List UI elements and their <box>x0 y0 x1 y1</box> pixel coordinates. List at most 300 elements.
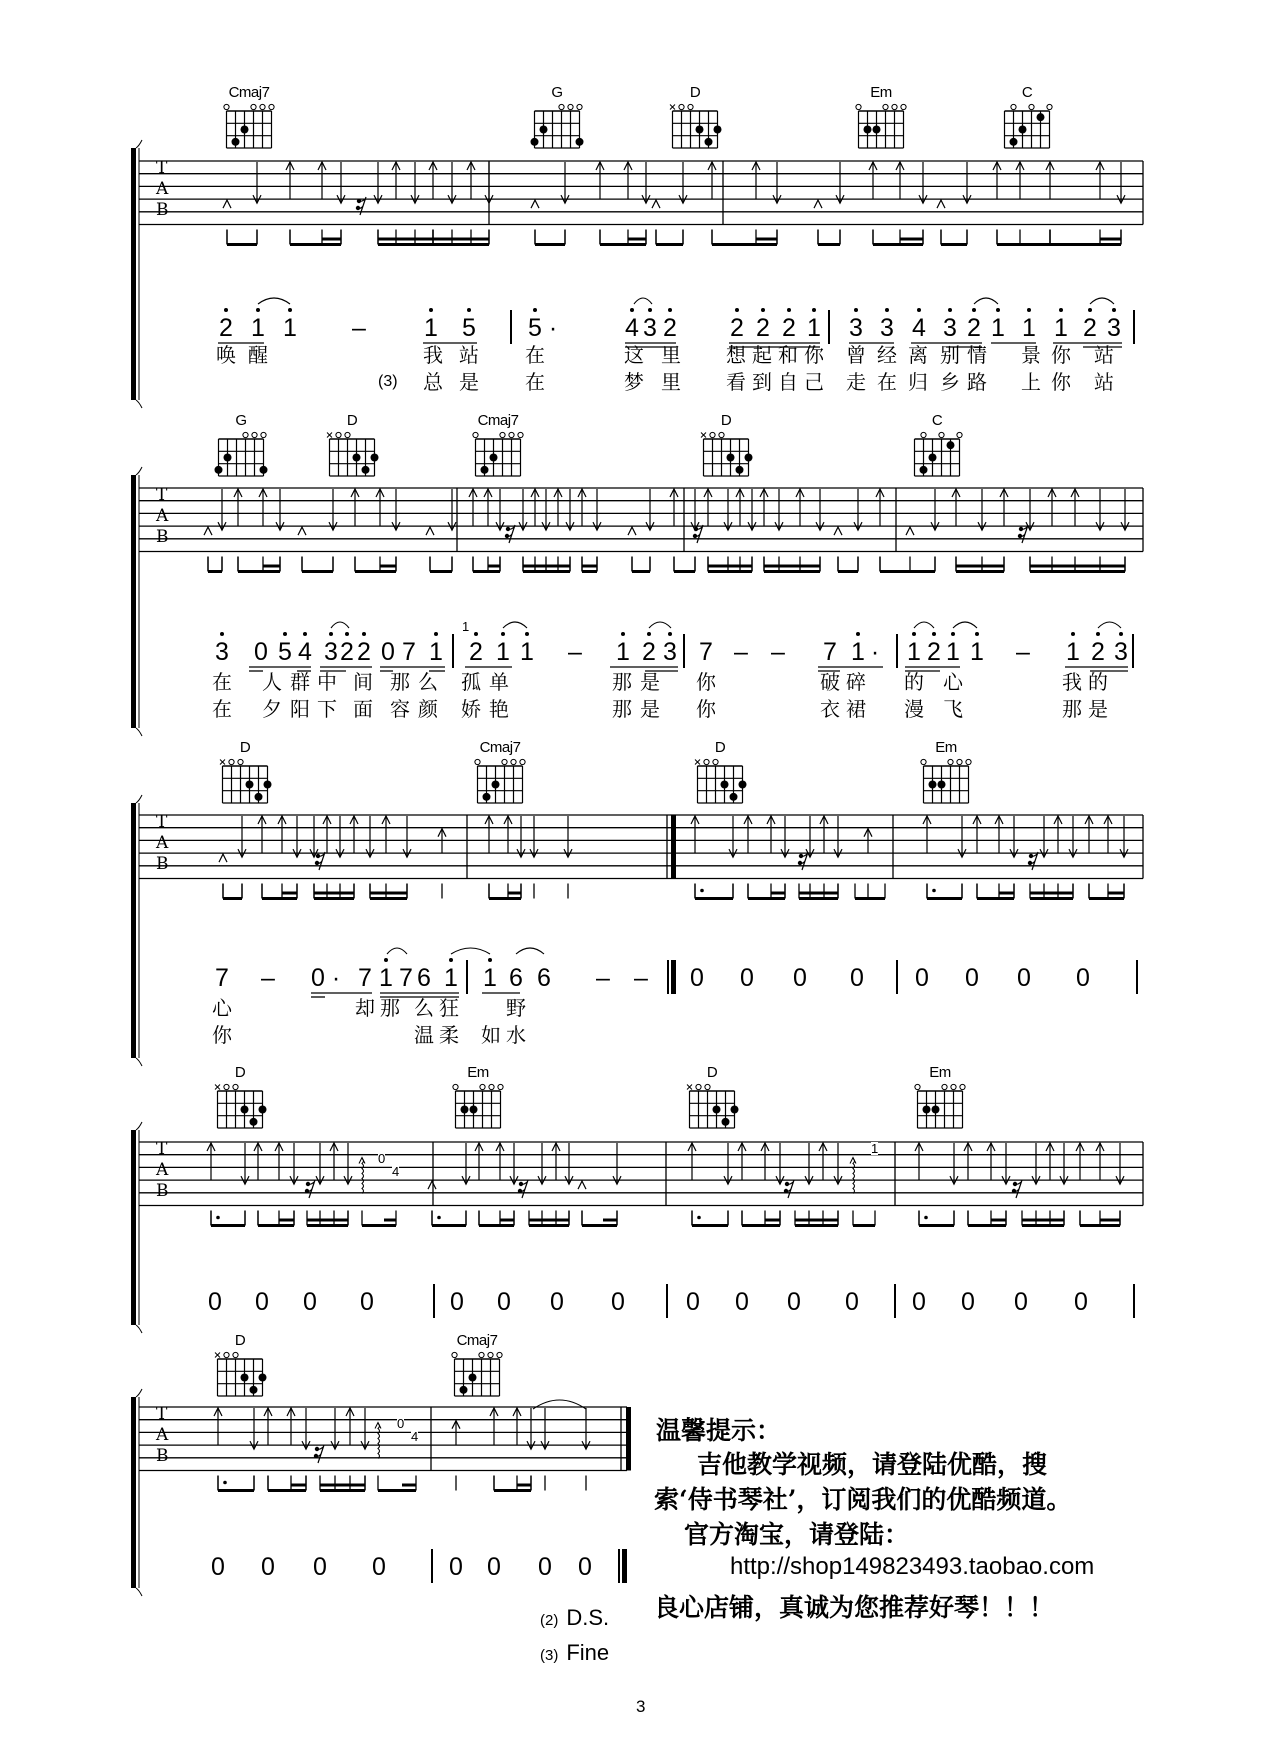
jianpu-dash: – <box>352 314 366 342</box>
beam <box>307 1219 348 1222</box>
jianpu-note: 0 <box>449 1553 463 1581</box>
strum-up-arrow-icon <box>504 816 512 899</box>
jianpu-note: 0 <box>735 1288 749 1316</box>
beam <box>223 897 242 900</box>
strum-up-arrow-icon <box>438 829 446 899</box>
lyric-char: 水 <box>506 1023 526 1047</box>
tips-line-recommend: 良心店铺，真诚为您推荐好琴！！！ <box>654 1593 1055 1622</box>
beam <box>370 897 407 900</box>
strum-down-arrow-icon <box>541 1408 549 1491</box>
jianpu-note: 2 <box>219 314 233 342</box>
strum-up-arrow-icon <box>330 1143 338 1226</box>
chord-diagram-c <box>915 432 963 476</box>
jianpu-bar-line <box>1133 1284 1135 1318</box>
octave-dot-icon <box>303 632 307 636</box>
arpeggio-icon <box>378 1424 380 1459</box>
octave-dot-icon <box>787 308 791 312</box>
jianpu-dash: – <box>734 638 748 666</box>
jianpu-note: 2 <box>357 638 371 666</box>
jianpu-double-bar-thick <box>671 960 676 994</box>
lyric-char: 温 <box>414 1023 434 1047</box>
jianpu-note: 3 <box>880 314 894 342</box>
octave-dot-icon <box>488 958 492 962</box>
chord-name: C <box>1021 84 1033 101</box>
sixteenth-rest-icon <box>305 1180 315 1198</box>
jianpu-note: · <box>331 964 341 992</box>
sixteenth-rest-icon <box>1028 852 1038 870</box>
chord-name: D <box>234 1064 246 1081</box>
lyric-char: 野 <box>506 996 526 1020</box>
jianpu-note: 2 <box>756 314 770 342</box>
strum-down-arrow-icon <box>538 1143 546 1226</box>
strum-down-arrow-icon <box>336 816 344 899</box>
beam <box>218 1489 254 1492</box>
chord-diagram-d <box>215 1084 267 1128</box>
lyric-char: 路 <box>967 370 987 394</box>
jianpu-note: 0 <box>208 1288 222 1316</box>
octave-dot-icon <box>525 632 529 636</box>
octave-dot-icon <box>975 632 979 636</box>
beam <box>1030 565 1125 568</box>
strum-down-arrow-icon <box>805 1143 813 1226</box>
lyric-char: 离 <box>908 343 928 367</box>
octave-dot-icon <box>630 308 634 312</box>
octave-dot-icon <box>362 632 366 636</box>
tab-letter-a: A <box>156 178 169 199</box>
lyric-char: 艳 <box>489 697 509 721</box>
strum-down-arrow-icon <box>331 1408 339 1491</box>
lyric-char: 孤 <box>461 670 481 694</box>
jianpu-note: 2 <box>730 314 744 342</box>
slur-icon <box>1098 622 1121 628</box>
chord-diagram-em <box>915 1084 965 1128</box>
beam <box>508 892 521 895</box>
beam <box>282 892 297 895</box>
strum-up-arrow-icon <box>323 816 331 899</box>
octave-dot-icon <box>948 308 952 312</box>
chord-name: D <box>706 1064 718 1081</box>
jianpu-note: 1 <box>991 314 1005 342</box>
lyric-char: 间 <box>353 670 373 694</box>
beam <box>517 1484 531 1487</box>
jianpu-note: 6 <box>537 964 551 992</box>
beam <box>227 243 257 246</box>
jianpu-bar-line <box>683 634 685 668</box>
strum-up-arrow-icon <box>987 1143 995 1226</box>
octave-dot-icon <box>467 308 471 312</box>
tab-letter-b: B <box>156 853 169 874</box>
jianpu-note: 3 <box>943 314 957 342</box>
octave-dot-icon <box>329 632 333 636</box>
lyric-char: 想 <box>726 343 746 367</box>
octave-dot-icon <box>429 308 433 312</box>
beam <box>355 570 396 573</box>
jianpu-note: 0 <box>611 1288 625 1316</box>
tab-letter-t: T <box>156 1139 168 1159</box>
beam <box>873 243 923 246</box>
beam <box>314 897 354 900</box>
tab-letter-b: B <box>156 1445 169 1466</box>
beam <box>535 243 565 246</box>
jianpu-note: 0 <box>850 964 864 992</box>
beam <box>473 570 500 573</box>
jianpu-note: 0 <box>487 1553 501 1581</box>
lyric-char: 上 <box>1021 370 1041 394</box>
lyric-char: 景 <box>1021 343 1041 367</box>
jianpu-bar-line <box>1133 310 1135 344</box>
lyric-char: 里 <box>661 343 681 367</box>
jianpu-note: 1 <box>379 964 393 992</box>
strum-down-arrow-icon <box>411 162 419 245</box>
chord-diagram-g <box>215 432 268 476</box>
beam <box>402 1484 416 1487</box>
beam <box>977 897 1014 900</box>
jianpu-note: · <box>870 638 880 666</box>
jianpu-note: 0 <box>211 1553 225 1581</box>
jianpu-note: 0 <box>303 1288 317 1316</box>
tab-letter-a: A <box>156 832 169 853</box>
beam <box>322 238 341 241</box>
arpeggio-icon <box>853 1159 855 1194</box>
jianpu-note: 0 <box>787 1288 801 1316</box>
octave-dot-icon <box>224 308 228 312</box>
strum-down-arrow-icon <box>806 816 814 899</box>
beam <box>771 892 785 895</box>
jianpu-note: 0 <box>538 1553 552 1581</box>
chord-name: Em <box>870 84 892 101</box>
jianpu-note: · <box>548 314 558 342</box>
dot-icon <box>700 889 704 893</box>
tips-line-taobao: 官方淘宝，请登陆： <box>684 1520 910 1549</box>
dot-icon <box>932 889 936 893</box>
strum-up-arrow-icon <box>275 1143 283 1226</box>
lyric-char: 看 <box>726 370 746 394</box>
lyric-char: 颜 <box>418 697 438 721</box>
lyric-char: 单 <box>489 670 509 694</box>
lyric-char: 你 <box>1051 343 1071 367</box>
strum-up-arrow-icon <box>1104 816 1112 899</box>
lyric-char: 么 <box>414 996 434 1020</box>
sixteenth-rest-icon <box>693 525 703 543</box>
chord-name: Em <box>935 739 957 756</box>
octave-dot-icon <box>256 308 260 312</box>
beam <box>479 1224 514 1227</box>
octave-dot-icon <box>1112 308 1116 312</box>
beam <box>968 1224 1006 1227</box>
beam <box>370 892 407 895</box>
beam <box>628 238 646 241</box>
beam <box>799 892 838 895</box>
jianpu-note: 1 <box>1066 638 1080 666</box>
beam <box>302 570 333 573</box>
fine-label: Fine <box>566 1640 610 1665</box>
lyric-char: 站 <box>1094 343 1114 367</box>
chord-diagram-cmaj7 <box>473 432 523 476</box>
jianpu-note: 0 <box>686 1288 700 1316</box>
strum-up-arrow-icon <box>995 816 1003 899</box>
jianpu-note: 1 <box>1022 314 1036 342</box>
lyric-char: 你 <box>696 670 716 694</box>
jianpu-note: 0 <box>1017 964 1031 992</box>
slur-icon <box>503 622 527 628</box>
jianpu-note: 2 <box>340 638 354 666</box>
tips-title: 温馨提示： <box>656 1416 782 1445</box>
jianpu-bar-line <box>433 1284 435 1318</box>
beam <box>238 570 280 573</box>
strum-up-arrow-icon <box>287 1408 295 1491</box>
lyric-char: 到 <box>752 370 772 394</box>
jianpu-note: 3 <box>663 638 677 666</box>
octave-dot-icon <box>220 632 224 636</box>
beam <box>1089 897 1124 900</box>
beam <box>384 1219 396 1222</box>
slur-icon <box>331 622 349 628</box>
chord-diagram-cmaj7 <box>475 759 525 803</box>
fret-number: 0 <box>397 1416 405 1431</box>
chord-name: Cmaj7 <box>479 739 521 756</box>
jianpu-note: 4 <box>298 638 312 666</box>
jianpu-bar-line <box>431 1549 433 1583</box>
jianpu-note: 2 <box>1091 638 1105 666</box>
fret-number: 1 <box>871 1141 879 1156</box>
beam <box>262 897 297 900</box>
chord-name: D <box>689 84 701 101</box>
beam <box>378 238 433 241</box>
strum-down-arrow-icon <box>775 489 783 572</box>
jianpu-note: 0 <box>912 1288 926 1316</box>
chord-diagram-g <box>531 104 584 148</box>
beam <box>999 892 1014 895</box>
octave-dot-icon <box>1096 632 1100 636</box>
chord-name: Em <box>929 1064 951 1081</box>
strum-down-arrow-icon <box>530 816 538 899</box>
lyric-char: 乡 <box>940 370 960 394</box>
lyric-char: 柔 <box>439 1023 459 1047</box>
chord-name: D <box>720 412 732 429</box>
lyric-char: 你 <box>212 1023 232 1047</box>
jianpu-dash: – <box>1016 638 1030 666</box>
octave-dot-icon <box>449 958 453 962</box>
slur-icon <box>387 948 407 954</box>
slur-icon <box>649 622 671 628</box>
beam <box>320 1489 365 1492</box>
beam <box>880 570 935 573</box>
strum-up-arrow-icon <box>376 489 384 572</box>
system-bracket <box>131 475 136 728</box>
lyric-char: 那 <box>1062 697 1082 721</box>
lyric-char: 别 <box>940 343 960 367</box>
beam <box>1108 892 1124 895</box>
slur-icon <box>258 298 290 304</box>
strum-up-arrow-icon <box>736 489 744 572</box>
lyric-char: 在 <box>212 697 232 721</box>
jianpu-note: 0 <box>578 1553 592 1581</box>
beam <box>799 897 838 900</box>
lyric-char: 阳 <box>290 697 310 721</box>
sixteenth-rest-icon <box>315 852 325 870</box>
jianpu-bar-line <box>666 1284 668 1318</box>
jianpu-bar-line <box>510 310 512 344</box>
jianpu-note: 7 <box>402 638 416 666</box>
jianpu-note: 0 <box>254 638 268 666</box>
beam <box>433 238 489 241</box>
lyric-char: 碎 <box>846 670 866 694</box>
jianpu-note: 7 <box>823 638 837 666</box>
slur-icon <box>451 948 490 954</box>
beam <box>656 243 683 246</box>
octave-dot-icon <box>434 632 438 636</box>
jianpu-note: 0 <box>1074 1288 1088 1316</box>
lyric-char: 那 <box>380 996 400 1020</box>
strum-up-arrow-icon <box>259 489 267 572</box>
chord-name: D <box>234 1332 246 1349</box>
lyric-char: 中 <box>317 670 337 694</box>
jianpu-note: 2 <box>642 638 656 666</box>
jianpu-note: 0 <box>740 964 754 992</box>
chord-diagram-d <box>687 1084 739 1128</box>
tab-letter-t: T <box>156 485 168 505</box>
lyric-char: 起 <box>752 343 772 367</box>
tab-letter-a: A <box>156 1424 169 1445</box>
strum-up-arrow-icon <box>1096 1143 1104 1226</box>
jianpu-note: 2 <box>967 314 981 342</box>
strum-up-arrow-icon <box>467 162 475 245</box>
jianpu-note: 0 <box>1076 964 1090 992</box>
lyric-char: 群 <box>290 670 310 694</box>
sixteenth-rest-icon <box>518 1180 528 1198</box>
ds-marker <box>540 1605 609 1631</box>
jianpu-note: 7 <box>699 638 713 666</box>
jianpu-note: 0 <box>793 964 807 992</box>
beam <box>695 897 733 900</box>
jianpu-bar-line <box>828 310 830 344</box>
lyric-char: 容 <box>390 697 410 721</box>
jianpu-note: 1 <box>807 314 821 342</box>
octave-dot-icon <box>668 308 672 312</box>
tab-letter-a: A <box>156 505 169 526</box>
jianpu-note: 3 <box>1107 314 1121 342</box>
beam <box>603 1219 617 1222</box>
strum-up-arrow-icon <box>531 489 539 572</box>
tab-letter-b: B <box>156 1180 169 1201</box>
beam <box>748 897 785 900</box>
strum-up-arrow-icon <box>278 816 286 899</box>
lyric-char: 站 <box>459 343 479 367</box>
beam <box>742 1224 780 1227</box>
lyric-char: 的 <box>904 670 924 694</box>
lyric-char: 裙 <box>846 697 866 721</box>
jianpu-bar-line <box>1136 960 1138 994</box>
ds-label: D.S. <box>566 1605 610 1630</box>
page-number: 3 <box>636 1697 646 1716</box>
system-bracket <box>131 803 136 1058</box>
jianpu-note: 1 <box>429 638 443 666</box>
jianpu-bar-line <box>896 960 898 994</box>
beam <box>362 1224 396 1227</box>
octave-dot-icon <box>856 632 860 636</box>
beam <box>764 570 820 573</box>
strum-up-arrow-icon <box>554 489 562 572</box>
strum-up-arrow-icon <box>552 1143 560 1226</box>
tab-letter-t: T <box>156 158 168 178</box>
lyric-char: 飞 <box>943 697 963 721</box>
jianpu-note: 0 <box>311 964 325 992</box>
beam <box>211 1224 245 1227</box>
beam <box>708 565 752 568</box>
jianpu-note: 0 <box>550 1288 564 1316</box>
fret-number: 4 <box>392 1164 400 1179</box>
beam <box>927 897 962 900</box>
system-3 <box>136 795 1143 1066</box>
chord-diagram-em <box>921 759 971 803</box>
beam <box>263 565 280 568</box>
jianpu-note: 3 <box>215 638 229 666</box>
jianpu-note: 0 <box>360 1288 374 1316</box>
lyric-char: 狂 <box>439 996 459 1020</box>
beam <box>941 243 967 246</box>
strum-up-arrow-icon <box>318 162 326 245</box>
octave-dot-icon <box>885 308 889 312</box>
chord-diagram-em <box>453 1084 503 1128</box>
strum-up-arrow-icon <box>820 816 828 899</box>
jianpu-dash: – <box>771 638 785 666</box>
beam <box>956 570 1004 573</box>
shop-url-link[interactable]: http://shop149823493.taobao.com <box>730 1553 1095 1580</box>
jianpu-note: 0 <box>261 1553 275 1581</box>
beam <box>765 1219 780 1222</box>
tab-letter-a: A <box>156 1159 169 1180</box>
beam <box>1100 1219 1120 1222</box>
sixteenth-rest-icon <box>1018 525 1028 543</box>
strum-up-arrow-icon <box>896 162 904 245</box>
chord-diagram-c <box>1005 104 1053 148</box>
strum-down-arrow-icon <box>448 162 456 245</box>
system-2 <box>136 467 1143 736</box>
lyric-char: 梦 <box>624 370 644 394</box>
beam <box>1050 243 1121 246</box>
lyric-char: 下 <box>317 697 337 721</box>
jianpu-note: 1 <box>970 638 984 666</box>
octave-dot-icon <box>996 308 1000 312</box>
beam <box>997 243 1050 246</box>
jianpu-note: 0 <box>497 1288 511 1316</box>
jianpu-note: 0 <box>961 1288 975 1316</box>
jianpu-note: 5 <box>278 638 292 666</box>
jianpu-note: 6 <box>417 964 431 992</box>
jianpu-note: 7 <box>399 964 413 992</box>
lyric-char: 的 <box>1088 670 1108 694</box>
jianpu-dash: – <box>634 964 648 992</box>
jianpu-double-bar <box>667 960 669 994</box>
chord-name: Cmaj7 <box>456 1332 498 1349</box>
jianpu-note: 7 <box>358 964 372 992</box>
beam <box>795 1224 838 1227</box>
beam <box>314 892 354 895</box>
chord-name: D <box>239 739 251 756</box>
beam <box>378 1489 416 1492</box>
strum-up-arrow-icon <box>819 1143 827 1226</box>
lyric-char: 总 <box>423 370 443 394</box>
jianpu-bar-line <box>452 634 454 668</box>
jianpu-note: 1 <box>1054 314 1068 342</box>
jianpu-note: 2 <box>927 638 941 666</box>
ds-number: (2) <box>540 1612 559 1629</box>
lyric-char: 衣 <box>820 697 840 721</box>
lyric-char: 站 <box>1094 370 1114 394</box>
beam <box>764 565 820 568</box>
lyric-char: 己 <box>804 370 824 394</box>
beam <box>853 1224 875 1227</box>
